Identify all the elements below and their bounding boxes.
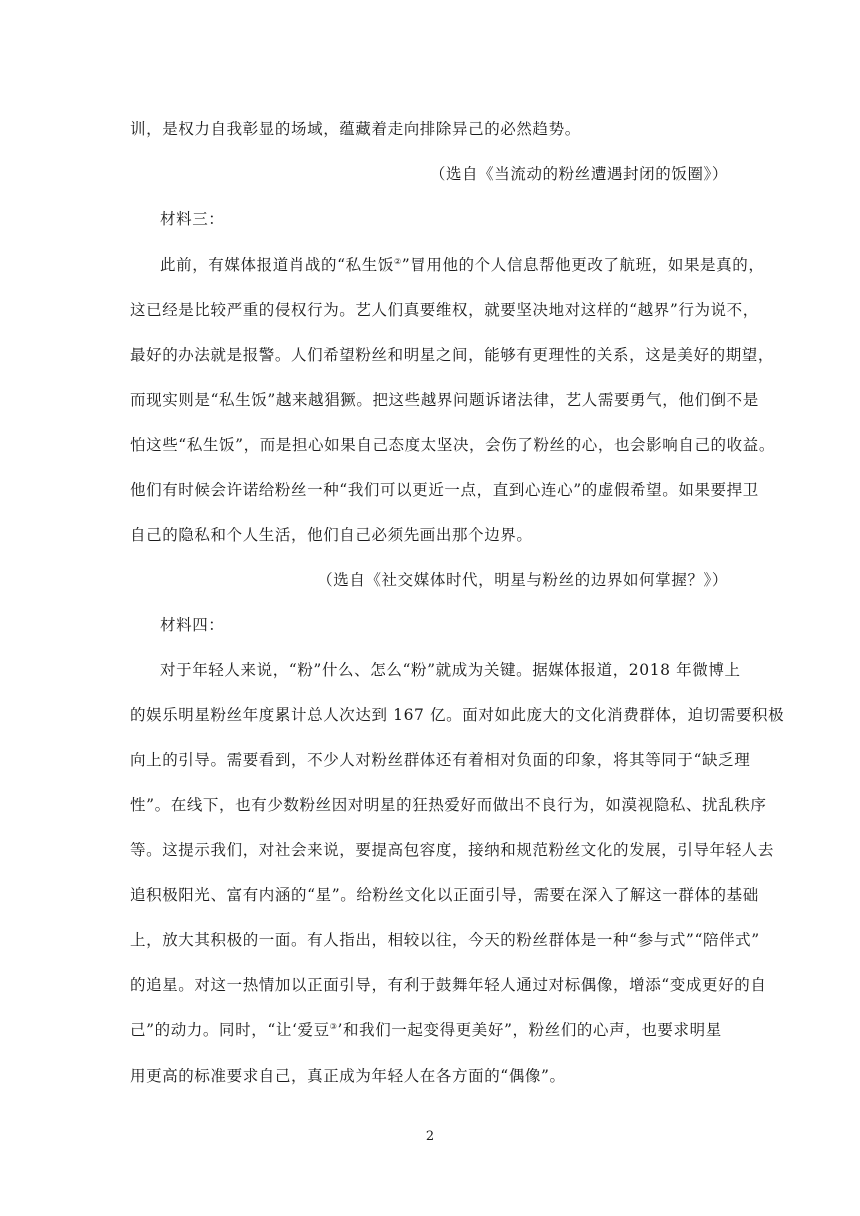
paragraph-line: 这已经是比较严重的侵权行为。艺人们真要维权，就要坚决地对这样的“越界”行为说不， bbox=[130, 301, 759, 319]
source-citation: （选自《社交媒体时代，明星与粉丝的边界如何掌握？》） bbox=[317, 571, 728, 589]
paragraph-line: 对于年轻人来说，“粉”什么、怎么“粉”就成为关键。据媒体报道，2018 年微博上 bbox=[160, 661, 741, 679]
section-heading: 材料四： bbox=[160, 616, 225, 634]
paragraph-line: 的娱乐明星粉丝年度累计总人次达到 167 亿。面对如此庞大的文化消费群体，迫切需要积极 bbox=[130, 706, 785, 724]
paragraph-line: 上，放大其积极的一面。有人指出，相较以往，今天的粉丝群体是一种“参与式”“陪伴式” bbox=[130, 931, 760, 949]
paragraph-line: 等。这提示我们，对社会来说，要提高包容度，接纳和规范粉丝文化的发展，引导年轻人去 bbox=[130, 841, 775, 859]
paragraph-line: 追积极阳光、富有内涵的“星”。给粉丝文化以正面引导，需要在深入了解这一群体的基础 bbox=[130, 886, 759, 904]
source-citation: （选自《当流动的粉丝遭遇封闭的饭圈》） bbox=[429, 165, 728, 183]
paragraph-line: 向上的引导。需要看到，不少人对粉丝群体还有着相对负面的印象，将其等同于“缺乏理 bbox=[130, 751, 751, 769]
text-run: 己”的动力。同时，“让‘爱豆 bbox=[130, 1021, 330, 1039]
paragraph-line: 的追星。对这一热情加以正面引导，有利于鼓舞年轻人通过对标偶像，增添“变成更好的自 bbox=[130, 976, 767, 994]
paragraph-line: 性”。在线下，也有少数粉丝因对明星的狂热爱好而做出不良行为，如漠视隐私、扰乱秩序 bbox=[130, 796, 767, 814]
footnote-marker: ② bbox=[393, 256, 402, 266]
paragraph-line: 自己的隐私和个人生活，他们自己必须先画出那个边界。 bbox=[130, 526, 533, 544]
section-heading: 材料三： bbox=[160, 210, 225, 228]
paragraph-line: 他们有时候会许诺给粉丝一种“我们可以更近一点，直到心连心”的虚假希望。如果要捍卫 bbox=[130, 481, 759, 499]
paragraph-line bbox=[0, 255, 860, 275]
paragraph-line: 最好的办法就是报警。人们希望粉丝和明星之间，能够有更理性的关系，这是美好的期望， bbox=[130, 346, 775, 364]
text-run: ’和我们一起变得更美好”，粉丝们的心声，也要求明星 bbox=[337, 1021, 722, 1039]
paragraph-line: 用更高的标准要求自己，真正成为年轻人在各方面的“偶像”。 bbox=[130, 1067, 566, 1085]
text-run: 此前，有媒体报道肖战的“私生饭 bbox=[160, 256, 394, 274]
footnote-marker: ③ bbox=[329, 1021, 338, 1031]
text-run: ”冒用他的个人信息帮他更改了航班，如果是真的， bbox=[401, 256, 765, 274]
paragraph-line: 而现实则是“私生饭”越来越猖獗。把这些越界问题诉诸法律，艺人需要勇气，他们倒不是 bbox=[130, 391, 759, 409]
page-number: 2 bbox=[425, 1129, 435, 1144]
paragraph-line: 训，是权力自我彰显的场域，蕴藏着走向排除异己的必然趋势。 bbox=[130, 120, 581, 138]
paragraph-line bbox=[0, 1020, 860, 1040]
paragraph-line: 怕这些“私生饭”，而是担心如果自己态度太坚决，会伤了粉丝的心，也会影响自己的收益。 bbox=[130, 436, 775, 454]
